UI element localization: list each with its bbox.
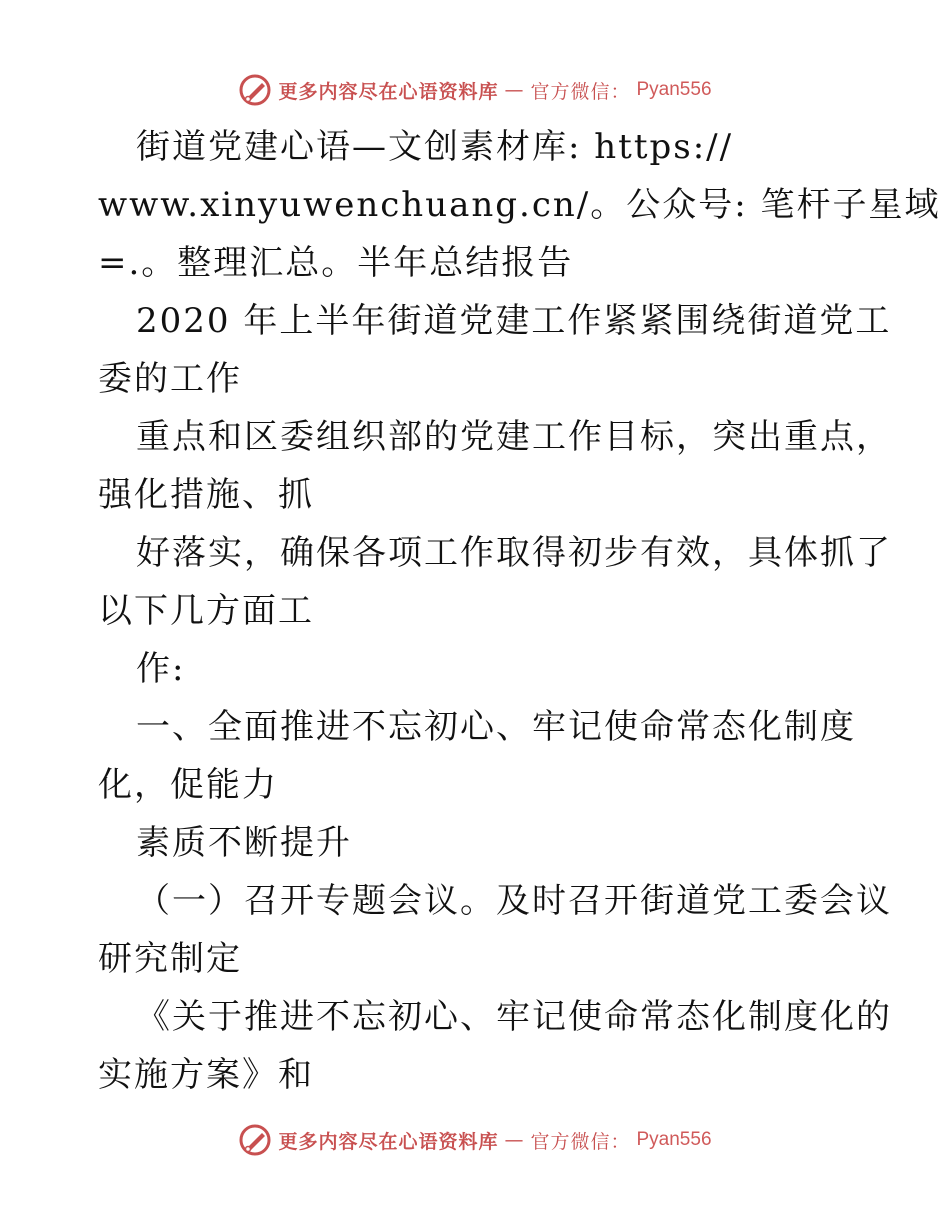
- text-line: 强化措施、抓: [98, 475, 314, 515]
- text-line: 以下几方面工: [98, 591, 314, 631]
- text-line: 街道党建心语—文创素材库: https://: [136, 127, 734, 167]
- text-line: 素质不断提升: [136, 823, 352, 863]
- text-line: www.xinyuwenchuang.cn/。公众号: 笔杆子星域: [98, 185, 941, 225]
- text-line: 研究制定: [98, 939, 242, 979]
- text-line: =.。整理汇总。半年总结报告: [98, 243, 574, 283]
- text-line: 好落实，确保各项工作取得初步有效，具体抓了: [136, 533, 892, 573]
- logo-pen-icon: [238, 1123, 272, 1157]
- banner-separator: —: [504, 1129, 525, 1151]
- footer-watermark-banner: [0, 1120, 950, 1160]
- text-line: 重点和区委组织部的党建工作目标，突出重点，: [136, 417, 892, 457]
- banner-wechat-label: 官方微信：: [530, 1130, 631, 1153]
- text-line: 一、全面推进不忘初心、牢记使命常态化制度: [136, 707, 856, 747]
- banner-wechat-id: Pyan556: [636, 1129, 712, 1150]
- text-line: 《关于推进不忘初心、牢记使命常态化制度化的: [136, 997, 892, 1037]
- document-body: [98, 118, 941, 1104]
- header-watermark-banner: [0, 70, 950, 110]
- text-line: 2020 年上半年街道党建工作紧紧围绕街道党工: [136, 301, 892, 341]
- banner-wechat-id: Pyan556: [636, 79, 712, 100]
- text-line: 实施方案》和: [98, 1055, 314, 1095]
- banner-title: 更多内容尽在心语资料库: [278, 80, 499, 103]
- text-line: 作:: [136, 649, 186, 689]
- text-line: 委的工作: [98, 359, 242, 399]
- banner-wechat-label: 官方微信：: [530, 80, 631, 103]
- banner-title: 更多内容尽在心语资料库: [278, 1130, 499, 1153]
- banner-separator: —: [504, 79, 525, 101]
- text-line: （一）召开专题会议。及时召开街道党工委会议: [136, 881, 892, 921]
- text-line: 化，促能力: [98, 765, 278, 805]
- logo-pen-icon: [238, 73, 272, 107]
